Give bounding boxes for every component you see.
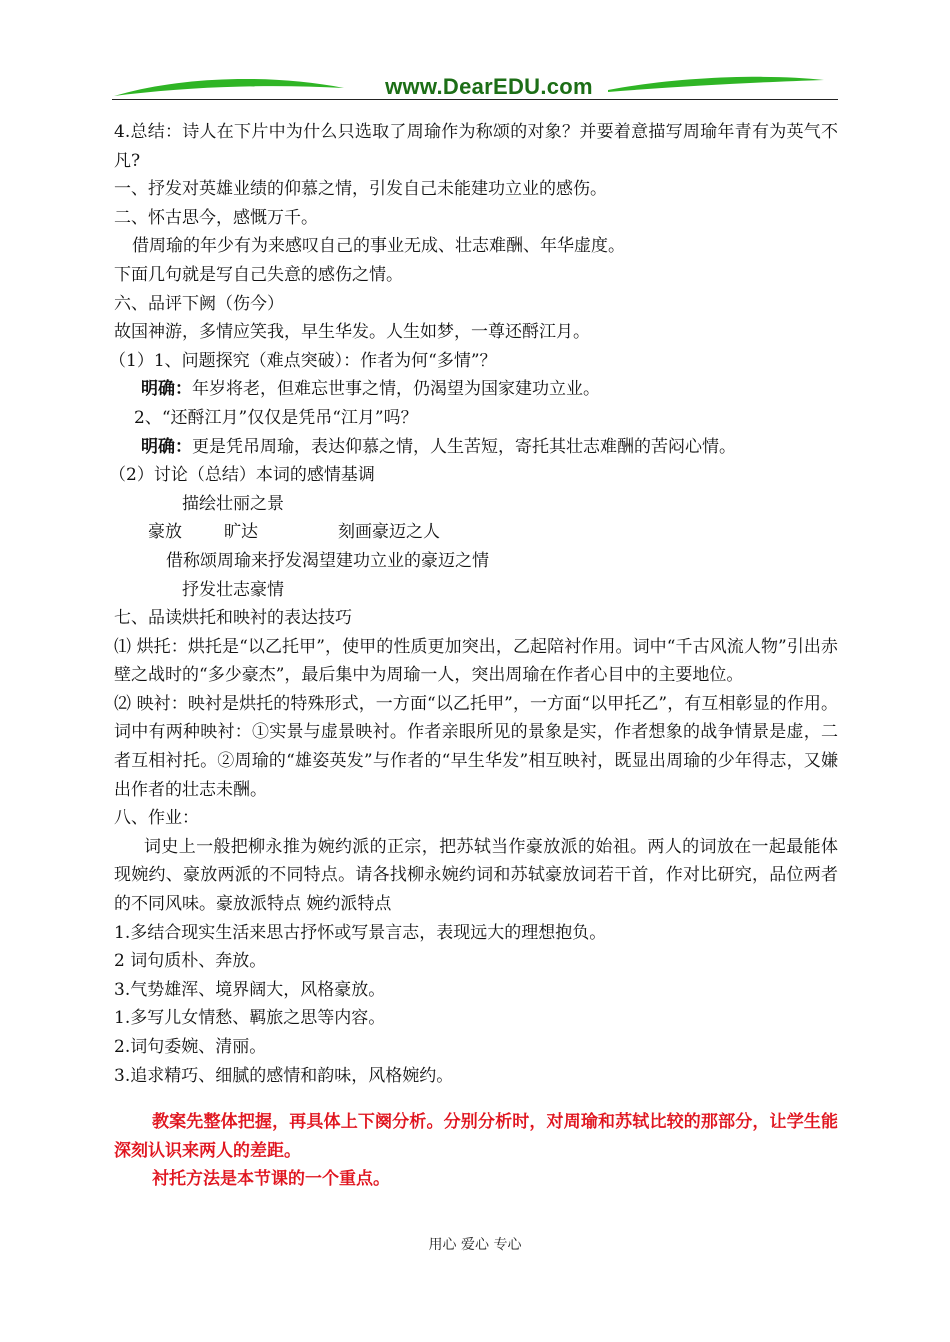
haofang-feature-1: 1.多结合现实生活来思古抒怀或写景言志，表现远大的理想抱负。 (114, 922, 607, 943)
section-six-heading: 六、品评下阙（伤今） (114, 293, 284, 314)
tone-row (114, 518, 838, 547)
key-point-note: 衬托方法是本节课的一个重点。 (152, 1169, 390, 1190)
wanyue-feature-1: 1.多写儿女情愁、羁旅之思等内容。 (114, 1008, 386, 1029)
poem-lines: 故国神游，多情应笑我，早生华发。人生如梦，一尊还酹江月。 (114, 322, 590, 343)
answer-two (114, 433, 838, 462)
document-body (109, 118, 838, 1194)
wanyue-feature-2: 2.词句委婉、清丽。 (114, 1037, 267, 1057)
homework-text: 词史上一般把柳永推为婉约派的正宗，把苏轼当作豪放派的始祖。两人的词放在一起最能体现婉约、豪放两派的不同特点。请各找柳永婉约词和苏轼豪放词若干首，作对比研究，品位两者的不同风味。豪放派特点 婉约派特点 (114, 836, 838, 915)
section-seven-heading: 七、品读烘托和映衬的表达技巧 (114, 608, 352, 629)
answer-one (114, 375, 838, 404)
tone-word-2: 旷达 (224, 522, 258, 543)
point-two: 二、怀古思今，感慨万千。 (114, 207, 318, 228)
page-footer: 用心 爱心 专心 (428, 1237, 522, 1253)
summary-question: 4.总结：诗人在下片中为什么只选取了周瑜作为称颂的对象？并要着意描写周瑜年青有为英气不凡? (114, 122, 838, 171)
answer-label: 明确： (141, 436, 192, 457)
section-eight-heading: 八、作业： (114, 808, 199, 829)
technique-hongtuo: ⑴ 烘托：烘托是“以乙托甲”，使甲的性质更加突出，乙起陪衬作用。词中“千古风流人物”引出赤壁之战时的“多少豪杰”，最后集中为周瑜一人，突出周瑜在作者心目中的主要地位。 (114, 636, 838, 686)
tone-scene: 描绘壮丽之景 (182, 493, 284, 514)
answer-two-text: 更是凭吊周瑜，表达仰慕之情，人生苦短，寄托其壮志难酬的苦闷心情。 (192, 436, 736, 457)
tone-emotion: 借称颂周瑜来抒发渴望建功立业的豪迈之情 (166, 550, 489, 571)
discussion-heading: （2）讨论（总结）本词的感情基调 (109, 465, 375, 486)
answer-one-text: 年岁将老，但难忘世事之情，仍渴望为国家建功立业。 (192, 379, 600, 400)
technique-yingchen: ⑵ 映衬：映衬是烘托的特殊形式，一方面“以乙托甲”，一方面“以甲托乙”，有互相彰显的作用。词中有两种映衬：①实景与虚景映衬。作者亲眼所见的景象是实，作者想象的战争情景是虚，二者互相衬托。②周瑜的“雄姿英发”与作者的“早生华发”相互映衬，既显出周瑜的少年得志，又嫌出作者的壮志未酬。 (114, 693, 838, 800)
point-two-detail: 借周瑜的年少有为来感叹自己的事业无成、壮志难酬、年华虚度。 (132, 236, 625, 257)
question-two: 2、“还酹江月”仅仅是凭吊“江月”吗？ (134, 407, 418, 428)
tone-word-1: 豪放 (148, 522, 182, 543)
point-one: 一、抒发对英雄业绩的仰慕之情，引发自己未能建功立业的感伤。 (114, 179, 607, 200)
answer-label: 明确： (141, 379, 192, 400)
transition-line: 下面几句就是写自己失意的感伤之情。 (114, 264, 403, 285)
header-divider (112, 99, 838, 100)
wanyue-feature-3: 3.追求精巧、细腻的感情和韵味，风格婉约。 (114, 1065, 454, 1086)
tone-ambition: 抒发壮志豪情 (182, 579, 284, 600)
haofang-feature-2: 2 词句质朴、奔放。 (114, 951, 267, 972)
haofang-feature-3: 3.气势雄浑、境界阔大，风格豪放。 (114, 979, 386, 1000)
site-logo-text[interactable]: www.DearEDU.com (385, 74, 593, 99)
tone-person: 刻画豪迈之人 (338, 522, 440, 543)
teacher-note: 教案先整体把握，再具体上下阕分析。分别分析时，对周瑜和苏轼比较的那部分，让学生能深刻认识来两人的差距。 (114, 1112, 838, 1161)
question-one: （1）1、问题探究（难点突破）：作者为何“多情”？ (109, 350, 497, 371)
